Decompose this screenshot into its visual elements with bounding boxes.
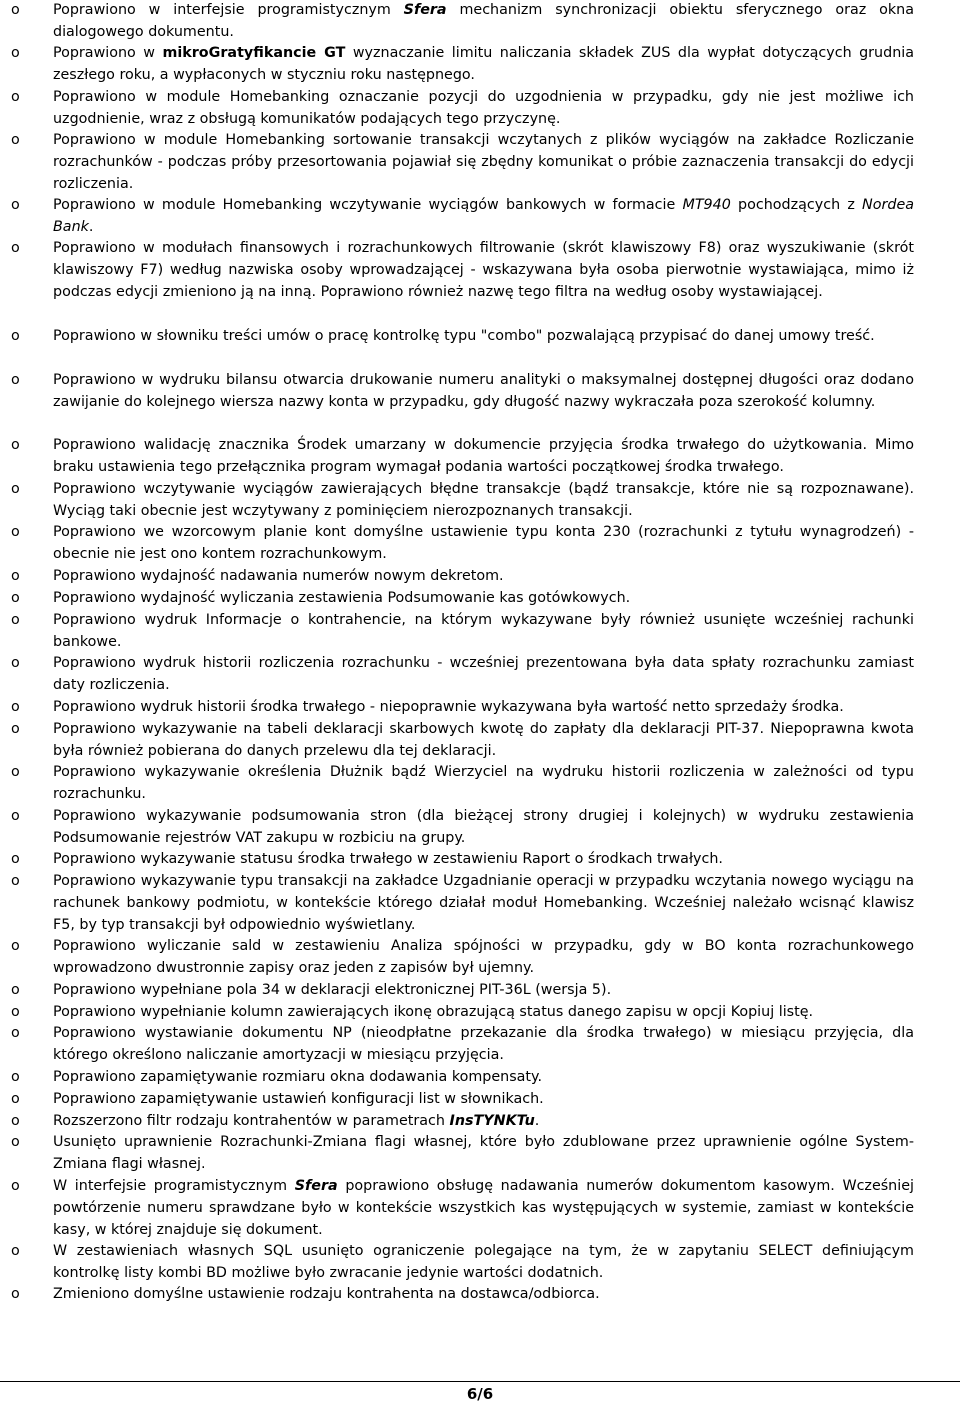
item-text: Poprawiono w słowniku treści umów o pracę kontrolkę typu "combo" pozwalającą przypisać do danej umowy treść. xyxy=(53,328,875,344)
item-text: MT940 xyxy=(682,197,731,213)
bullet-marker: o xyxy=(11,2,20,18)
footer-divider xyxy=(0,1381,960,1382)
bullet-marker: o xyxy=(11,764,20,780)
bullet-marker: o xyxy=(11,808,20,824)
list-item xyxy=(11,1023,914,1067)
item-text: Poprawiono wypełnianie kolumn zawierających ikonę obrazującą status danego zapisu w opcji Kopiuj listę. xyxy=(53,1004,814,1020)
item-text: Poprawiono we wzorcowym planie kont domyślne ustawienie typu konta 230 (rozrachunki z tytułu wynagrodzeń) - obecnie nie jest ono kontem rozrachunkowym. xyxy=(53,524,914,562)
item-text: Poprawiono wydruk historii środka trwałego - niepoprawnie wykazywana była wartość netto sprzedaży środka. xyxy=(53,699,844,715)
bullet-marker: o xyxy=(11,481,20,497)
item-text: . xyxy=(88,218,94,235)
item-text: Poprawiono walidację znacznika Środek umarzany w dokumencie przyjęcia środka trwałego do użytkowania. Mimo braku ustawienia tego przełącznika program wymagał podania wartości początkowej środka trwałego. xyxy=(53,437,914,475)
list-item xyxy=(11,980,914,1002)
item-text: Poprawiono wykazywanie określenia Dłużnik bądź Wierzyciel na wydruku historii rozliczenia w zależności od typu rozrachunku. xyxy=(53,764,914,802)
item-text: Poprawiono wykazywanie statusu środka trwałego w zestawieniu Raport o środkach trwałych. xyxy=(53,851,723,867)
bullet-marker: o xyxy=(11,1134,20,1150)
item-text: Poprawiono w modułach finansowych i rozrachunkowych filtrowanie (skrót klawiszowy F8) oraz wyszukiwanie (skrót klawiszowy F7) według nazwiska osoby wprowadzającej - wskazywana była osoba pierwotnie wystawiająca, mimo iż podczas edycji zmieniono ją na inną. Poprawiono również nazwę tego filtra na według osoby wystawiającej. xyxy=(53,240,914,300)
list-item xyxy=(11,43,914,87)
item-text: W zestawieniach własnych SQL usunięto ograniczenie polegające na tym, że w zapytaniu SELECT definiującym kontrolkę listy kombi BD możliwe było zwracanie jedynie wartości dodatnich. xyxy=(53,1243,914,1281)
item-text: Sfera xyxy=(294,1178,338,1194)
item-text: Poprawiono wyliczanie sald w zestawieniu Analiza spójności w przypadku, gdy w BO konta rozrachunkowego wprowadzono dwustronnie zapisy oraz jeden z zapisów był ujemny. xyxy=(53,938,914,976)
item-text: Sfera xyxy=(403,2,447,18)
list-item xyxy=(11,522,914,566)
item-text: Poprawiono w module Homebanking oznaczanie pozycji do uzgodnienia w przypadku, gdy nie jest możliwe ich uzgodnienie, wraz z obsługą komunikatów podających tego przyczynę. xyxy=(53,89,914,127)
list-item xyxy=(11,370,914,414)
bullet-marker: o xyxy=(11,612,20,628)
item-text: Poprawiono wykazywanie podsumowania stron (dla bieżącej strony drugiej i kolejnych) w wydruku zestawienia Podsumowanie rejestrów VAT zakupu w rozbiciu na grupy. xyxy=(53,808,914,846)
list-item xyxy=(11,762,914,806)
bullet-marker: o xyxy=(11,132,20,148)
bullet-marker: o xyxy=(11,590,20,606)
bullet-marker: o xyxy=(11,372,20,388)
bullet-marker: o xyxy=(11,1069,20,1085)
bullet-marker: o xyxy=(11,437,20,453)
list-item xyxy=(11,1241,914,1285)
list-item xyxy=(11,719,914,763)
list-item xyxy=(11,130,914,195)
list-item xyxy=(11,1111,914,1133)
list-item xyxy=(11,479,914,523)
bullet-marker: o xyxy=(11,197,20,213)
item-text: Poprawiono wystawianie dokumentu NP (nieodpłatne przekazanie dla środka trwałego) w miesiącu przyjęcia, dla którego określono naliczanie amortyzacji w miesiącu przyjęcia. xyxy=(53,1025,914,1063)
item-text: Poprawiono wykazywanie na tabeli deklaracji skarbowych kwotę do zapłaty dla deklaracji PIT-37. Niepoprawna kwota była również pobierana do danych przelewu dla tej deklaracji. xyxy=(53,721,914,759)
list-item xyxy=(11,697,914,719)
list-item xyxy=(11,566,914,588)
item-text: Poprawiono zapamiętywanie ustawień konfiguracji list w słownikach. xyxy=(53,1091,544,1107)
list-item xyxy=(11,1284,914,1306)
list-item xyxy=(11,0,914,44)
bullet-marker: o xyxy=(11,524,20,540)
list-item xyxy=(11,806,914,850)
bullet-marker: o xyxy=(11,699,20,715)
page-number: 6/6 xyxy=(466,1385,494,1403)
item-text: Poprawiono w wydruku bilansu otwarcia drukowanie numeru analityki o maksymalnej dostępnej długości oraz dodano zawijanie do kolejnego wiersza nazwy konta w przypadku, gdy długość nazwy wykraczała poza szerokość kolumny. xyxy=(53,372,914,410)
list-item xyxy=(11,588,914,610)
bullet-marker: o xyxy=(11,1091,20,1107)
item-text: Nordea Bank xyxy=(53,197,914,235)
item-text: wyznaczanie limitu naliczania składek ZUS dla wypłat dotyczących grudnia zeszłego roku, a wypłaconych w styczniu roku następnego. xyxy=(53,45,914,83)
list-item xyxy=(11,1089,914,1111)
bullet-marker: o xyxy=(11,1025,20,1041)
bullet-marker: o xyxy=(11,89,20,105)
item-text: Usunięto uprawnienie Rozrachunki-Zmiana flagi własnej, które było zdublowane przez uprawnienie ogólne System-Zmiana flagi własnej. xyxy=(53,1134,914,1172)
bullet-marker: o xyxy=(11,873,20,889)
item-text: Poprawiono w module Homebanking wczytywanie wyciągów bankowych w formacie xyxy=(53,197,683,213)
list-item xyxy=(11,1067,914,1089)
item-text: W interfejsie programistycznym xyxy=(53,1178,295,1194)
list-item xyxy=(11,1176,914,1241)
list-item xyxy=(11,435,914,479)
item-text: Poprawiono w module Homebanking sortowanie transakcji wczytanych z plików wyciągów na zakładce Rozliczanie rozrachunków - podczas próby przesortowania pojawiał się zbędny komunikat o próbie zaznaczenia transakcji do edycji rozliczenia. xyxy=(53,132,914,192)
item-text: InsTYNKTu xyxy=(449,1113,535,1129)
bullet-marker: o xyxy=(11,568,20,584)
item-text: Poprawiono wydajność wyliczania zestawienia Podsumowanie kas gotówkowych. xyxy=(53,590,631,606)
bullet-marker: o xyxy=(11,655,20,671)
item-text: mechanizm synchronizacji obiektu sferycznego oraz okna dialogowego dokumentu. xyxy=(53,2,914,40)
item-text: mikroGratyfikancie GT xyxy=(162,45,346,61)
item-text: poprawiono obsługę nadawania numerów dokumentom kasowym. Wcześniej powtórzenie numeru sprawdzane było w kontekście wszystkich kas występujących w systemie, zamiast w kontekście kasy, w której znajduje się dokument. xyxy=(53,1178,914,1238)
list-item xyxy=(11,653,914,697)
list-item xyxy=(11,936,914,980)
bullet-marker: o xyxy=(11,1243,20,1259)
bullet-marker: o xyxy=(11,982,20,998)
item-text: Poprawiono wczytywanie wyciągów zawierających błędne transakcje (bądź transakcje, które nie są rozpoznawane). Wyciąg taki obecnie jest wczytywany z pominięciem nierozpoznanych transakcji. xyxy=(53,481,914,519)
list-item xyxy=(11,871,914,936)
item-text: Zmieniono domyślne ustawienie rodzaju kontrahenta na dostawca/odbiorca. xyxy=(53,1286,600,1302)
bullet-marker: o xyxy=(11,1178,20,1194)
bullet-marker: o xyxy=(11,328,20,344)
bullet-marker: o xyxy=(11,721,20,737)
list-item xyxy=(11,195,914,239)
item-text: Poprawiono wydruk historii rozliczenia rozrachunku - wcześniej prezentowana była data spłaty rozrachunku zamiast daty rozliczenia. xyxy=(53,655,914,693)
item-text: Poprawiono wydruk Informacje o kontrahencie, na którym wykazywane były również usunięte wcześniej rachunki bankowe. xyxy=(53,612,914,650)
item-text: Poprawiono w xyxy=(53,45,163,61)
list-item xyxy=(11,610,914,654)
item-text: Poprawiono zapamiętywanie rozmiaru okna dodawania kompensaty. xyxy=(53,1069,542,1085)
list-item xyxy=(11,87,914,131)
list-item xyxy=(11,1002,914,1024)
item-text: pochodzących z xyxy=(730,197,863,213)
list-item xyxy=(11,238,914,303)
item-text: Poprawiono wypełniane pola 34 w deklaracji elektronicznej PIT-36L (wersja 5). xyxy=(53,982,612,998)
item-text: Poprawiono wykazywanie typu transakcji na zakładce Uzgadnianie operacji w przypadku wczytania nowego wyciągu na rachunek bankowy podmiotu, w kontekście którego działał moduł Homebanking. Wcześniej należało wcisnąć klawisz F5, by typ transakcji był odpowiednio wyświetlany. xyxy=(53,873,914,933)
bullet-marker: o xyxy=(11,938,20,954)
bullet-marker: o xyxy=(11,1113,20,1129)
item-text: Poprawiono w interfejsie programistycznym xyxy=(53,2,404,18)
bullet-marker: o xyxy=(11,851,20,867)
bullet-marker: o xyxy=(11,1004,20,1020)
bullet-marker: o xyxy=(11,45,20,61)
list-item xyxy=(11,326,914,348)
item-text: Poprawiono wydajność nadawania numerów nowym dekretom. xyxy=(53,568,504,584)
bullet-marker: o xyxy=(11,240,20,256)
item-text: Rozszerzono filtr rodzaju kontrahentów w parametrach xyxy=(53,1113,450,1129)
list-item xyxy=(11,1132,914,1176)
bullet-marker: o xyxy=(11,1286,20,1302)
item-text: . xyxy=(534,1113,540,1129)
list-item xyxy=(11,849,914,871)
